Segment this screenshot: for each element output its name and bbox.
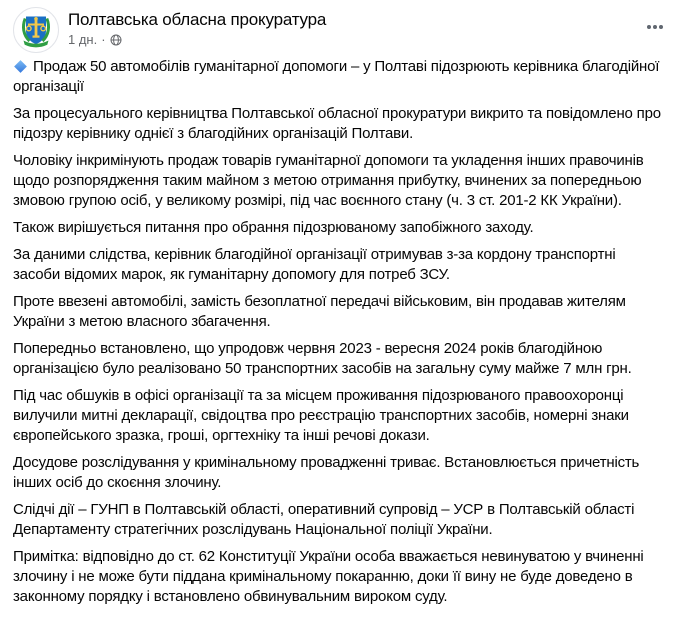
post-paragraph: Під час обшуків в офісі організації та за місцем проживання підозрюваного правоохоронці вилучили митні декларації, свідоцтва про реєстрацію транспортних засобів, номерні знаки європейського зразка, гроші, оргтехніку та інші речові докази. xyxy=(13,387,629,444)
timestamp[interactable]: 1 дн. xyxy=(68,32,98,47)
post-paragraph: Слідчі дії – ГУНП в Полтавській області, оперативний супровід – УСР в Полтавській області Департаменту стратегічних розслідувань Національної поліції України. xyxy=(13,501,635,538)
post-meta xyxy=(68,32,326,48)
meta-separator: · xyxy=(101,32,106,47)
post-paragraph: Досудове розслідування у кримінальному провадженні триває. Встановлюється причетність інших осіб до скоєння злочину. xyxy=(13,454,640,491)
post-paragraph: За даними слідства, керівник благодійної організації отримував з-за кордону транспортні засоби відомих марок, як гуманітарну допомогу для потреб ЗСУ. xyxy=(13,246,616,283)
post-content xyxy=(0,53,681,607)
post-header xyxy=(0,0,681,53)
post-paragraph: Попередньо встановлено, що упродовж червня 2023 - вересня 2024 років благодійною організацією було реалізовано 50 транспортних засобів на загальну суму майже 7 млн грн. xyxy=(13,340,632,377)
ellipsis-dot xyxy=(653,25,657,29)
globe-icon xyxy=(110,34,122,46)
ellipsis-dot xyxy=(659,25,663,29)
ellipsis-dot xyxy=(647,25,651,29)
prosecutor-emblem-icon xyxy=(13,7,59,53)
post-title-line xyxy=(13,57,665,97)
post-paragraph: Примітка: відповідно до ст. 62 Конституції України особа вважається невинуватою у вчиненні злочину і не може бути піддана кримінальному покаранню, доки її вину не буде доведено в законному порядку і встановлено обвинувальним вироком суду. xyxy=(13,548,644,605)
blue-diamond-icon xyxy=(14,60,27,73)
post-paragraph: Також вирішується питання про обрання підозрюваному запобіжного заходу. xyxy=(13,219,534,236)
more-options-button[interactable] xyxy=(645,21,665,33)
post-paragraph: Проте ввезені автомобілі, замість безоплатної передачі військовим, він продавав жителям України з метою власного збагачення. xyxy=(13,293,626,330)
post-paragraph: Чоловіку інкримінують продаж товарів гуманітарної допомоги та укладення інших правочинів щодо розпорядження таким майном з метою отримання прибутку, вчинених за попередньою змовою групою осіб, у великому розмірі, під час воєнного стану (ч. 3 ст. 201-2 КК України). xyxy=(13,152,644,209)
page-name[interactable]: Полтавська обласна прокуратура xyxy=(68,10,327,29)
avatar[interactable] xyxy=(13,7,59,53)
header-text xyxy=(68,7,326,48)
post-title-text: Продаж 50 автомобілів гуманітарної допомоги – у Полтаві підозрюють керівника благодійної організації xyxy=(13,58,660,95)
post-paragraph: За процесуального керівництва Полтавської обласної прокуратури викрито та повідомлено про підозру керівнику однієї з благодійних організацій Полтави. xyxy=(13,105,661,142)
